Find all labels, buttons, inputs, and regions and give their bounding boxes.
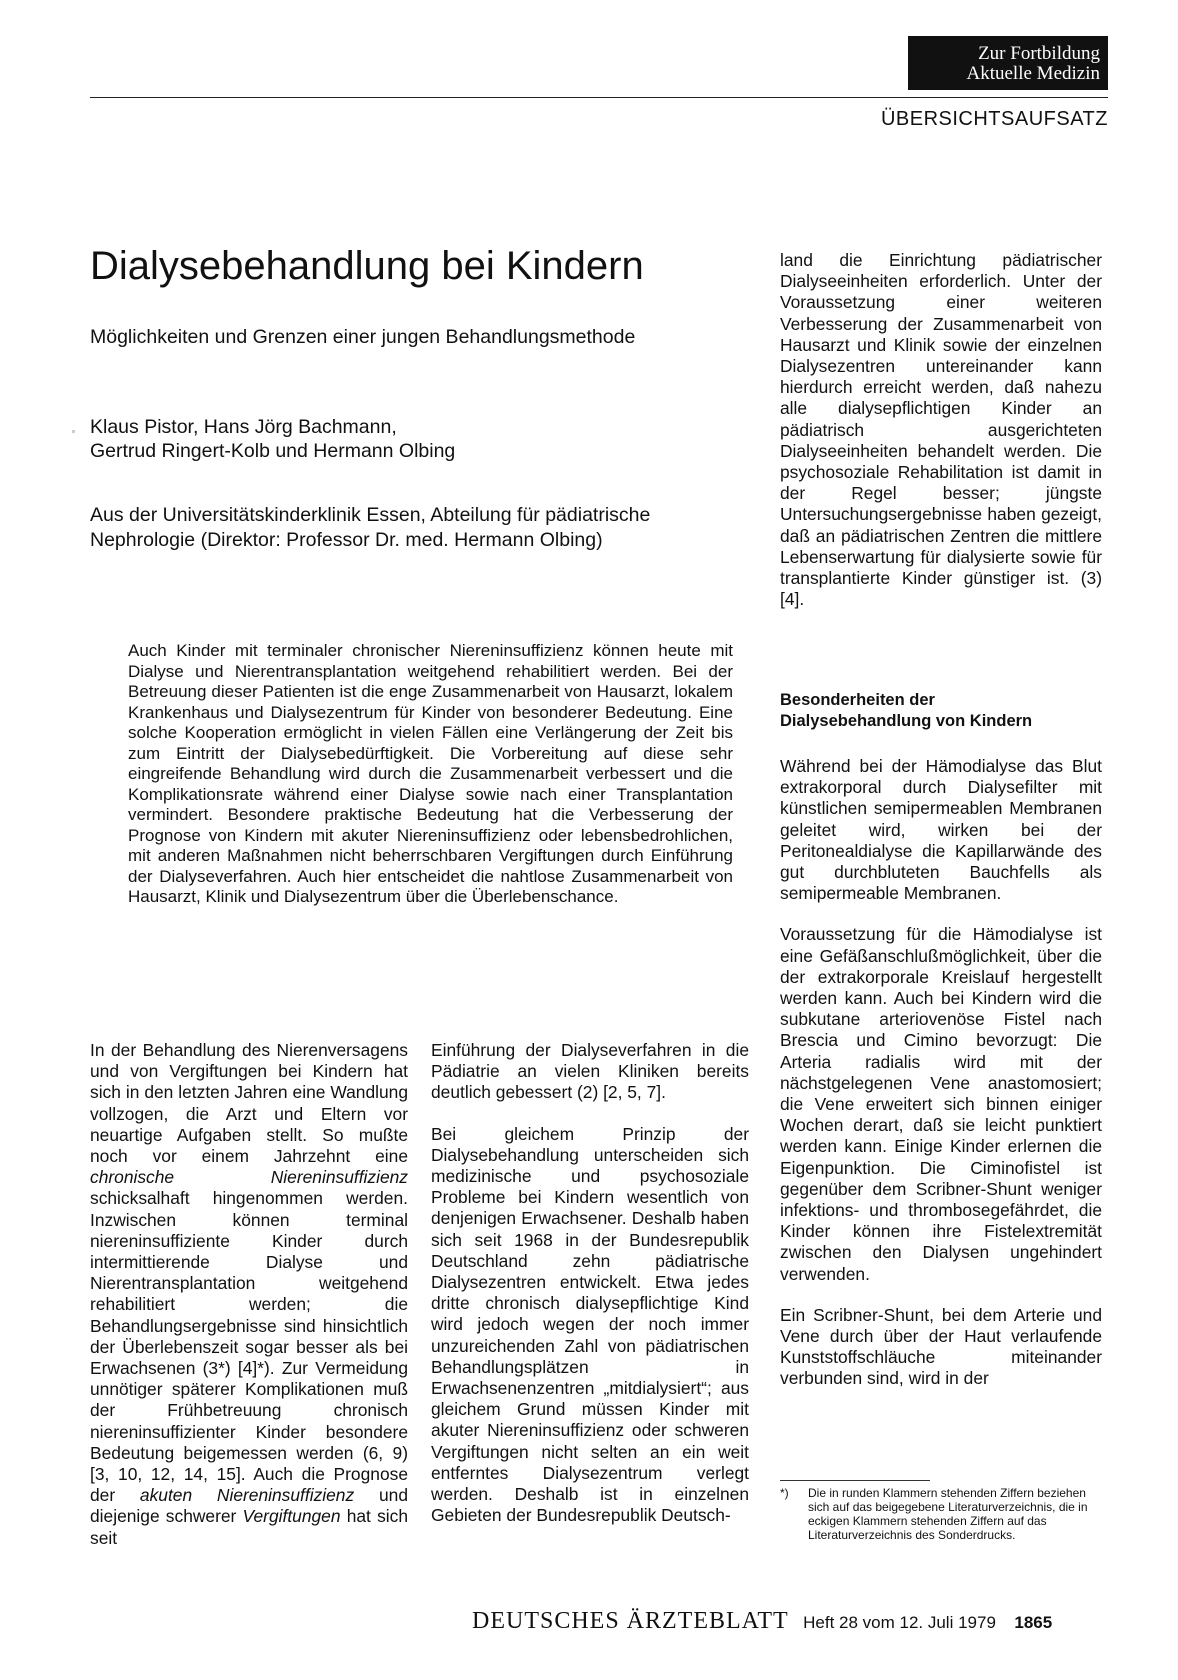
text-run: In der Behandlung des Nierenversagens und von Vergiftungen bei Kindern hat sich in den letzten Jahren eine Wandlung vollzogen, die Arzt und Eltern vor neuartige Aufgaben stellt. So mußte noch vor einem Jahrzehnt eine [90, 1040, 408, 1167]
article-subtitle: Möglichkeiten und Grenzen einer jungen Behandlungsmethode [90, 326, 636, 348]
paragraph: Bei gleichem Prinzip der Dialysebehandlung unterscheiden sich medizinische und psychosoziale Probleme bei Kindern wesentlich von denjenigen Erwachsener. Deshalb haben sich seit 1968 in der Bundesrepublik Deutschland zehn pädiatrische Dialysezentren entwickelt. Etwa jedes dritte chronisch dialysepflichtige Kind wird jedoch wegen der noch immer unzureichenden Zahl von pädiatrischen Behandlungsplätzen in Erwachsenenzentren „mitdialysiert“; aus gleichem Grund müssen Kinder mit akuter Niereninsuffizienz oder schweren Vergiftungen nicht selten an ein weit entferntes Dialysezentrum verlegt werden. Deshalb ist in einzelnen Gebieten der Bundesrepublik Deutsch- [431, 1123, 749, 1526]
journal-name: DEUTSCHES ÄRZTEBLATT [472, 1608, 789, 1634]
footnote-text: Die in runden Klammern stehenden Ziffern beziehen sich auf das beigegebene Literaturverzeichnis, die in eckigen Klammern stehenden Ziffern auf das Literaturverzeichnis des Sonderdrucks. [808, 1486, 1088, 1542]
text-run: schicksalhaft hingenommen werden. Inzwischen können terminal niereninsuffiziente Kinder durch intermittierende Dialyse und Nierentransplantation weitgehend rehabilitiert werden; die Behandlungsergebnisse sind hinsichtlich der Überlebenszeit sogar besser als bei Erwachsenen (3*) [4]*). Zur Vermeidung unnötiger späterer Komplikationen muß der Frühbetreuung chronisch niereninsuffizienter Kinder besondere Bedeutung beigemessen werden (6, 9) [3, 10, 12, 14, 15]. Auch die Prognose der [90, 1188, 408, 1506]
paragraph: land die Einrichtung pädiatrischer Dialyseeinheiten erforderlich. Unter der Voraussetzung einer weiteren Verbesserung der Zusammenarbeit von Hausarzt und Klinik sowie der einzelnen Dialysezentren untereinander kann hierdurch erreicht werden, daß nahezu alle dialysepflichtigen Kinder an pädiatrisch ausgerichteten Dialyseeinheiten behandelt werden. Die psychosoziale Rehabilitation ist damit in der Regel besser; jüngste Untersuchungsergebnisse haben gezeigt, daß an pädiatrischen Zentren die mittlere Lebenserwartung für dialysierte sowie für transplantierte Kinder günstiger ist. (3) [4]. [780, 250, 1102, 610]
paragraph: Während bei der Hämodialyse das Blut extrakorporal durch Dialysefilter mit künstlichen semipermeablen Membranen geleitet wird, wirken bei der Peritonealdialyse die Kapillarwände des gut durchbluteten Bauchfells als semipermeable Membranen. [780, 756, 1102, 904]
body-column-2 [431, 1040, 749, 1526]
issue-info: Heft 28 vom 12. Juli 1979 [803, 1613, 996, 1632]
text-run: und diejenige schwerer [90, 1485, 408, 1527]
footnote [780, 1486, 1102, 1542]
author-line-2: Gertrud Ringert-Kolb und Hermann Olbing [90, 440, 456, 462]
author-list [90, 415, 455, 463]
header-divider [90, 97, 1108, 98]
body-column-3 [780, 250, 1102, 610]
footnote-mark: *) [780, 1486, 789, 1500]
section-heading [780, 690, 1102, 732]
emphasis-text: Vergiftungen [242, 1506, 341, 1527]
paragraph: Voraussetzung für die Hämodialyse ist eine Gefäßanschlußmöglichkeit, über die der extrakorporale Kreislauf hergestellt werden kann. Auch bei Kindern wird die subkutane arteriovenöse Fistel nach Brescia und Cimino bevorzugt: Die Arteria radialis wird mit der nächstgelegenen Vene anastomosiert; die Vene erweitert sich binnen einiger Wochen derart, daß sie leicht punktiert werden kann. Einige Kinder erlernen die Eigenpunktion. Die Ciminofistel ist gegenüber dem Scribner-Shunt weniger infektions- und thrombosegefährdet, die Kinder können ihre Fistelextremität zwischen den Dialysen ungehindert verwenden. [780, 924, 1102, 1284]
heading-line-1: Besonderheiten der [780, 691, 935, 709]
page-footer [472, 1608, 1108, 1635]
margin-mark [72, 430, 75, 433]
section-label: ÜBERSICHTSAUFSATZ [880, 108, 1108, 130]
affiliation [90, 503, 650, 553]
footnote-divider [780, 1480, 930, 1481]
rubric-line-2: Aktuelle Medizin [966, 63, 1100, 84]
emphasis-text: akuten Niereninsuffizienz [139, 1485, 355, 1506]
paragraph: Ein Scribner-Shunt, bei dem Arterie und Vene durch über der Haut verlaufende Kunststoffschläuche miteinander verbunden sind, wird in der [780, 1304, 1102, 1389]
affiliation-line-2: Nephrologie (Direktor: Professor Dr. med. Hermann Olbing) [90, 529, 603, 551]
abstract: Auch Kinder mit terminaler chronischer Niereninsuffizienz können heute mit Dialyse und Nierentransplantation weitgehend rehabilitiert werden. Bei der Betreuung dieser Patienten ist die enge Zusammenarbeit von Hausarzt, lokalem Krankenhaus und Dialysezentrum für Kinder von besonderer Bedeutung. Eine solche Kooperation ermöglicht in vielen Fällen eine Verlängerung der Zeit bis zum Eintritt der Dialysebedürftigkeit. Die Vorbereitung auf diese sehr eingreifende Behandlung wird durch die Zusammenarbeit verbessert und die Komplikationsrate während einer Dialyse sowie nach einer Transplantation vermindert. Besondere praktische Bedeutung hat die Verbesserung der Prognose von Kindern mit akuter Niereninsuffizienz oder lebensbedrohlichen, mit anderen Maßnahmen nicht beherrschbaren Vergiftungen durch Einführung der Dialyseverfahren. Auch hier entscheidet die nahtlose Zusammenarbeit von Hausarzt, Klinik und Dialysezentrum über die Überlebenschance. [128, 641, 733, 906]
affiliation-line-1: Aus der Universitätskinderklinik Essen, Abteilung für pädiatrische [90, 504, 651, 526]
text-run: hat sich seit [90, 1506, 408, 1548]
paragraph [90, 1040, 408, 1549]
article-title: Dialysebehandlung bei Kindern [90, 244, 644, 288]
paragraph: Einführung der Dialyseverfahren in die Pädiatrie an vielen Kliniken bereits deutlich gebessert (2) [2, 5, 7]. [431, 1040, 749, 1103]
author-line-1: Klaus Pistor, Hans Jörg Bachmann, [90, 416, 397, 438]
emphasis-text: chronische Niereninsuffizienz [90, 1167, 408, 1188]
rubric-box [908, 36, 1108, 90]
body-column-1 [90, 1040, 408, 1549]
rubric-line-1: Zur Fortbildung [978, 43, 1100, 64]
heading-line-2: Dialysebehandlung von Kindern [780, 712, 1033, 730]
body-column-3-section [780, 690, 1102, 1390]
page-number: 1865 [1014, 1613, 1053, 1632]
